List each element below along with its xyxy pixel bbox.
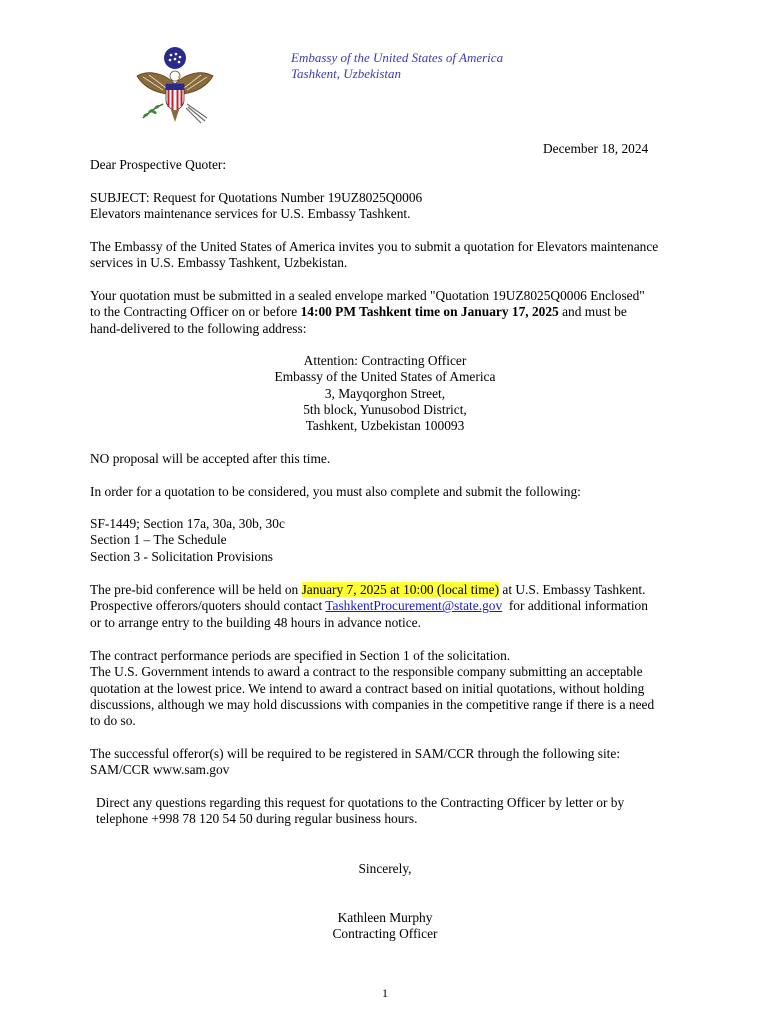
registration-line-2: SAM/CCR www.sam.gov <box>90 762 230 778</box>
performance-line-4: discussions, although we may hold discussions with companies in the competitive range if there is a need <box>90 696 655 712</box>
questions-line-2: telephone +998 78 120 54 50 during regular business hours. <box>96 811 418 827</box>
submission-line-2 <box>90 304 690 320</box>
salutation: Dear Prospective Quoter: <box>90 157 227 172</box>
embassy-header <box>291 50 503 82</box>
procurement-email-link[interactable]: TashkentProcurement@state.gov <box>325 598 503 614</box>
signature-block <box>200 910 570 943</box>
intro-line-1: The Embassy of the United States of America invites you to submit a quotation for Elevators maintenance <box>90 239 659 254</box>
requirement-item: Section 3 - Solicitation Provisions <box>90 548 274 564</box>
address-line-4: 5th block, Yunusobod District, <box>303 401 467 417</box>
prebid-paragraph <box>90 582 690 631</box>
signatory-name: Kathleen Murphy <box>337 910 433 925</box>
address-line-1: Attention: Contracting Officer <box>303 353 467 368</box>
performance-line-2: The U.S. Government intends to award a contract to the responsible company submitting an acceptable <box>90 664 643 680</box>
performance-line-5: to do so. <box>90 713 136 729</box>
prebid-line-2-pre: Prospective offerors/quoters should contact <box>90 598 326 614</box>
performance-paragraph <box>90 648 690 729</box>
registration-paragraph <box>90 746 690 779</box>
submission-line-1: Your quotation must be submitted in a sealed envelope marked "Quotation 19UZ8025Q0006 Enclosed" <box>90 288 645 303</box>
signatory-title: Contracting Officer <box>332 926 438 942</box>
prebid-line-1 <box>90 582 690 598</box>
prebid-date-highlight: January 7, 2025 at 10:00 (local time) <box>301 582 500 597</box>
closing: Sincerely, <box>358 861 412 876</box>
requirement-item: SF-1449; Section 17a, 30a, 30b, 30c <box>90 516 285 531</box>
performance-line-1: The contract performance periods are specified in Section 1 of the solicitation. <box>90 648 511 663</box>
letter-date: December 18, 2024 <box>543 141 649 156</box>
address-line-5: Tashkent, Uzbekistan 100093 <box>305 418 465 434</box>
subject-line-1: SUBJECT: Request for Quotations Number 19UZ8025Q0006 <box>90 190 423 205</box>
prebid-line-2 <box>90 598 690 614</box>
submission-line-2-pre: to the Contracting Officer on or before <box>90 304 301 320</box>
embassy-seal-logo <box>133 46 217 130</box>
submission-line-2-post: and must be <box>558 304 627 320</box>
intro-paragraph <box>90 239 690 272</box>
submission-line-3: hand-delivered to the following address: <box>90 320 307 336</box>
header-line-1: Embassy of the United States of America <box>291 50 504 65</box>
subject-block <box>90 190 690 223</box>
address-line-2: Embassy of the United States of America <box>274 369 496 385</box>
address-line-3: 3, Mayqorghon Street, <box>324 385 446 401</box>
registration-line-1: The successful offeror(s) will be required to be registered in SAM/CCR through the following site: <box>90 746 621 761</box>
performance-line-3: quotation at the lowest price. We intend to award a contract based on initial quotations, without holding <box>90 680 645 696</box>
prebid-line-1-post: at U.S. Embassy Tashkent. <box>499 582 646 597</box>
submission-paragraph <box>90 288 690 337</box>
questions-paragraph <box>96 795 696 828</box>
prebid-line-3: or to arrange entry to the building 48 hours in advance notice. <box>90 614 421 630</box>
complete-intro: In order for a quotation to be considered, you must also complete and submit the following: <box>90 484 581 499</box>
prebid-line-2-post: for additional information <box>502 598 648 614</box>
address-block <box>200 353 570 434</box>
page-number: 1 <box>382 986 388 1000</box>
prebid-line-1-pre: The pre-bid conference will be held on <box>90 582 302 597</box>
questions-line-1: Direct any questions regarding this request for quotations to the Contracting Officer by letter or by <box>96 795 625 810</box>
no-proposal-notice: NO proposal will be accepted after this time. <box>90 451 331 466</box>
requirement-item: Section 1 – The Schedule <box>90 532 227 548</box>
requirements-list <box>90 516 690 565</box>
header-line-2: Tashkent, Uzbekistan <box>291 66 402 81</box>
submission-deadline: 14:00 PM Tashkent time on January 17, 2025 <box>300 304 559 320</box>
intro-line-2: services in U.S. Embassy Tashkent, Uzbekistan. <box>90 255 348 271</box>
subject-line-2: Elevators maintenance services for U.S. Embassy Tashkent. <box>90 206 411 222</box>
